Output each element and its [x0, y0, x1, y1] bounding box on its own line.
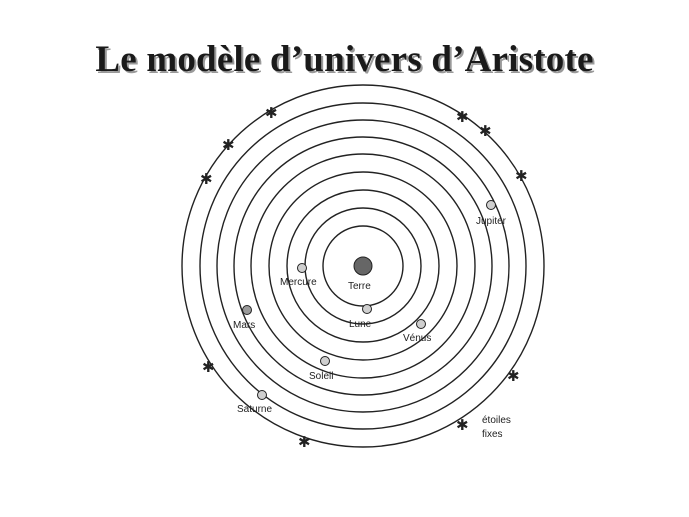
mercury-label: Mercure — [280, 277, 317, 288]
moon-body — [363, 305, 372, 314]
star-icon: ✱ — [456, 108, 469, 126]
star-icon: ✱ — [479, 122, 492, 140]
venus-body — [417, 320, 426, 329]
mars-label: Mars — [233, 320, 256, 331]
saturn-body — [258, 391, 267, 400]
sun-body — [321, 357, 330, 366]
star-icon: ✱ — [222, 136, 235, 154]
jupiter-body — [487, 201, 496, 210]
star-icon: ✱ — [515, 167, 528, 185]
earth-label: Terre — [348, 281, 371, 292]
jupiter-label: Jupiter — [476, 216, 507, 227]
star-icon: ✱ — [298, 433, 311, 451]
mercury-body — [298, 264, 307, 273]
fixed-stars — [200, 104, 528, 451]
star-icon: ✱ — [507, 367, 520, 385]
star-icon: ✱ — [202, 358, 215, 376]
star-icon: ✱ — [200, 170, 213, 188]
star-icon: ✱ — [265, 104, 278, 122]
moon-label: Lune — [349, 319, 372, 330]
fixed-stars-label-line1: étoiles — [482, 415, 511, 426]
star-icon: ✱ — [456, 416, 469, 434]
page-title: Le modèle d’univers d’Aristote — [95, 39, 594, 80]
earth-body — [354, 257, 372, 275]
venus-label: Vénus — [403, 333, 432, 344]
saturn-label: Saturne — [237, 404, 273, 415]
mars-body — [243, 306, 252, 315]
fixed-stars-label-line2: fixes — [482, 429, 503, 440]
sun-label: Soleil — [309, 371, 334, 382]
